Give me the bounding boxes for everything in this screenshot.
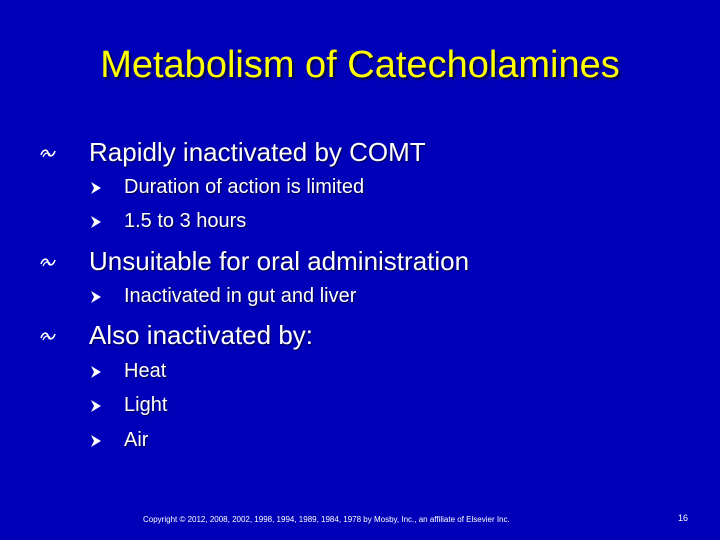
arrowhead-icon <box>90 365 102 379</box>
sub-bullet-text: Inactivated in gut and liver <box>124 285 357 307</box>
bullet-swirl-icon <box>40 256 58 268</box>
bullet-swirl-icon <box>40 147 58 159</box>
arrowhead-icon <box>90 434 102 448</box>
arrowhead-icon <box>90 399 102 413</box>
page-number: 16 <box>678 513 689 523</box>
slide-title: Metabolism of Catecholamines <box>100 44 620 86</box>
arrowhead-icon <box>90 181 102 195</box>
copyright-footer: Copyright © 2012, 2008, 2002, 1998, 1994, 1989, 1984, 1978 by Mosby, Inc., an affiliate of Elsevier Inc. <box>143 515 510 524</box>
sub-bullet-text: Heat <box>124 360 167 382</box>
sub-bullet-text: Air <box>124 429 149 451</box>
sub-bullet-text: 1.5 to 3 hours <box>124 210 247 232</box>
bullet-text: Also inactivated by: <box>89 320 314 350</box>
bullet-text: Unsuitable for oral administration <box>89 246 470 276</box>
sub-bullet-text: Duration of action is limited <box>124 176 365 198</box>
arrowhead-icon <box>90 290 102 304</box>
bullet-text: Rapidly inactivated by COMT <box>89 137 426 167</box>
arrowhead-icon <box>90 215 102 229</box>
sub-bullet-text: Light <box>124 394 168 416</box>
bullet-swirl-icon <box>40 330 58 342</box>
